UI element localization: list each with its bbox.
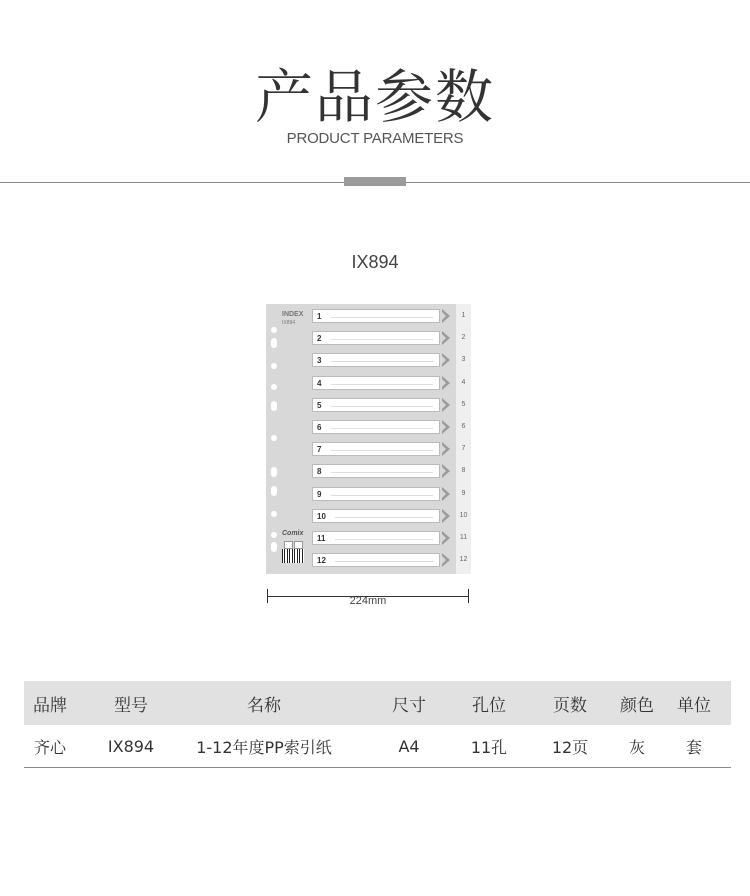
index-tab xyxy=(312,531,440,545)
tab-arrow-icon xyxy=(442,309,450,323)
strip-number: 11 xyxy=(459,534,468,541)
divider-accent-block xyxy=(344,177,406,186)
header-cell-size: 尺寸 xyxy=(392,695,426,716)
strip-number: 3 xyxy=(461,356,466,363)
strip-number: 12 xyxy=(459,556,468,563)
tab-arrow-icon xyxy=(442,376,450,390)
tab-arrow-icon xyxy=(442,353,450,367)
spec-table-header xyxy=(24,681,731,725)
tab-number: 6 xyxy=(317,423,322,432)
cell-name: 1-12年度PP索引纸 xyxy=(196,737,332,757)
tab-number: 7 xyxy=(317,445,322,454)
header-cell-model: 型号 xyxy=(114,695,148,716)
index-tab xyxy=(312,331,440,345)
strip-number: 2 xyxy=(461,334,466,341)
page-title: 产品参数 xyxy=(254,63,495,131)
tab-arrow-icon xyxy=(442,509,450,523)
header-cell-holes: 孔位 xyxy=(472,695,506,716)
punch-hole xyxy=(271,467,277,477)
index-tab xyxy=(312,487,440,501)
tab-number: 10 xyxy=(317,512,326,521)
strip-number: 4 xyxy=(461,379,466,386)
tab-arrow-icon xyxy=(442,553,450,567)
tab-arrow-icon xyxy=(442,442,450,456)
product-model-label: IX894 xyxy=(351,252,399,272)
brand-logo: Comix xyxy=(282,530,304,537)
tab-arrow-icon xyxy=(442,464,450,478)
index-tab xyxy=(312,353,440,367)
table-row xyxy=(24,725,731,768)
header-cell-brand: 品牌 xyxy=(33,695,67,716)
punch-hole xyxy=(271,486,277,496)
cell-pages: 12页 xyxy=(551,737,589,757)
cell-color: 灰 xyxy=(628,737,645,757)
tab-number: 9 xyxy=(317,490,322,499)
index-tab xyxy=(312,553,440,567)
punch-hole xyxy=(271,384,277,390)
punch-hole xyxy=(271,327,277,333)
cell-size: A4 xyxy=(398,736,420,756)
barcode xyxy=(282,549,304,563)
cell-model: IX894 xyxy=(107,736,155,756)
dimension-label: 224mm xyxy=(349,595,387,607)
header-cell-color: 颜色 xyxy=(620,695,654,716)
cell-unit: 套 xyxy=(685,737,702,757)
tab-number: 5 xyxy=(317,401,322,410)
index-tab xyxy=(312,464,440,478)
index-model: IX894 xyxy=(282,320,296,326)
header-cell-pages: 页数 xyxy=(553,695,587,716)
tab-number: 1 xyxy=(317,312,322,321)
punch-hole xyxy=(271,435,277,441)
tab-number: 12 xyxy=(317,556,326,565)
strip-number: 8 xyxy=(461,467,466,474)
tab-arrow-icon xyxy=(442,487,450,501)
punch-hole xyxy=(271,532,277,538)
strip-number: 9 xyxy=(461,490,466,497)
index-title: INDEX xyxy=(282,311,304,318)
punch-hole xyxy=(271,401,277,411)
tab-number: 11 xyxy=(317,534,326,543)
punch-hole xyxy=(271,511,277,517)
spec-table xyxy=(24,681,731,768)
tab-arrow-icon xyxy=(442,398,450,412)
tab-number: 3 xyxy=(317,356,322,365)
product-image xyxy=(266,304,471,574)
index-tab xyxy=(312,509,440,523)
index-tab xyxy=(312,398,440,412)
tab-number: 8 xyxy=(317,467,322,476)
index-tab xyxy=(312,376,440,390)
punch-hole xyxy=(271,363,277,369)
tab-number: 2 xyxy=(317,334,322,343)
tab-number: 4 xyxy=(317,379,322,388)
tab-arrow-icon xyxy=(442,420,450,434)
strip-number: 6 xyxy=(461,423,466,430)
index-tab xyxy=(312,309,440,323)
strip-number: 10 xyxy=(459,512,468,519)
strip-number: 1 xyxy=(461,312,466,319)
page-subtitle: PRODUCT PARAMETERS xyxy=(286,130,464,147)
strip-number: 7 xyxy=(461,445,466,452)
punch-hole xyxy=(271,338,277,348)
header-cell-name: 名称 xyxy=(247,695,281,716)
cell-brand: 齐心 xyxy=(33,737,66,757)
label-box xyxy=(284,541,293,549)
tab-arrow-icon xyxy=(442,331,450,345)
label-box xyxy=(294,541,303,549)
punch-hole xyxy=(271,542,277,552)
strip-number: 5 xyxy=(461,401,466,408)
index-tab xyxy=(312,442,440,456)
header-cell-unit: 单位 xyxy=(677,695,711,716)
index-tab xyxy=(312,420,440,434)
tab-arrow-icon xyxy=(442,531,450,545)
cell-holes: 11孔 xyxy=(470,737,508,757)
